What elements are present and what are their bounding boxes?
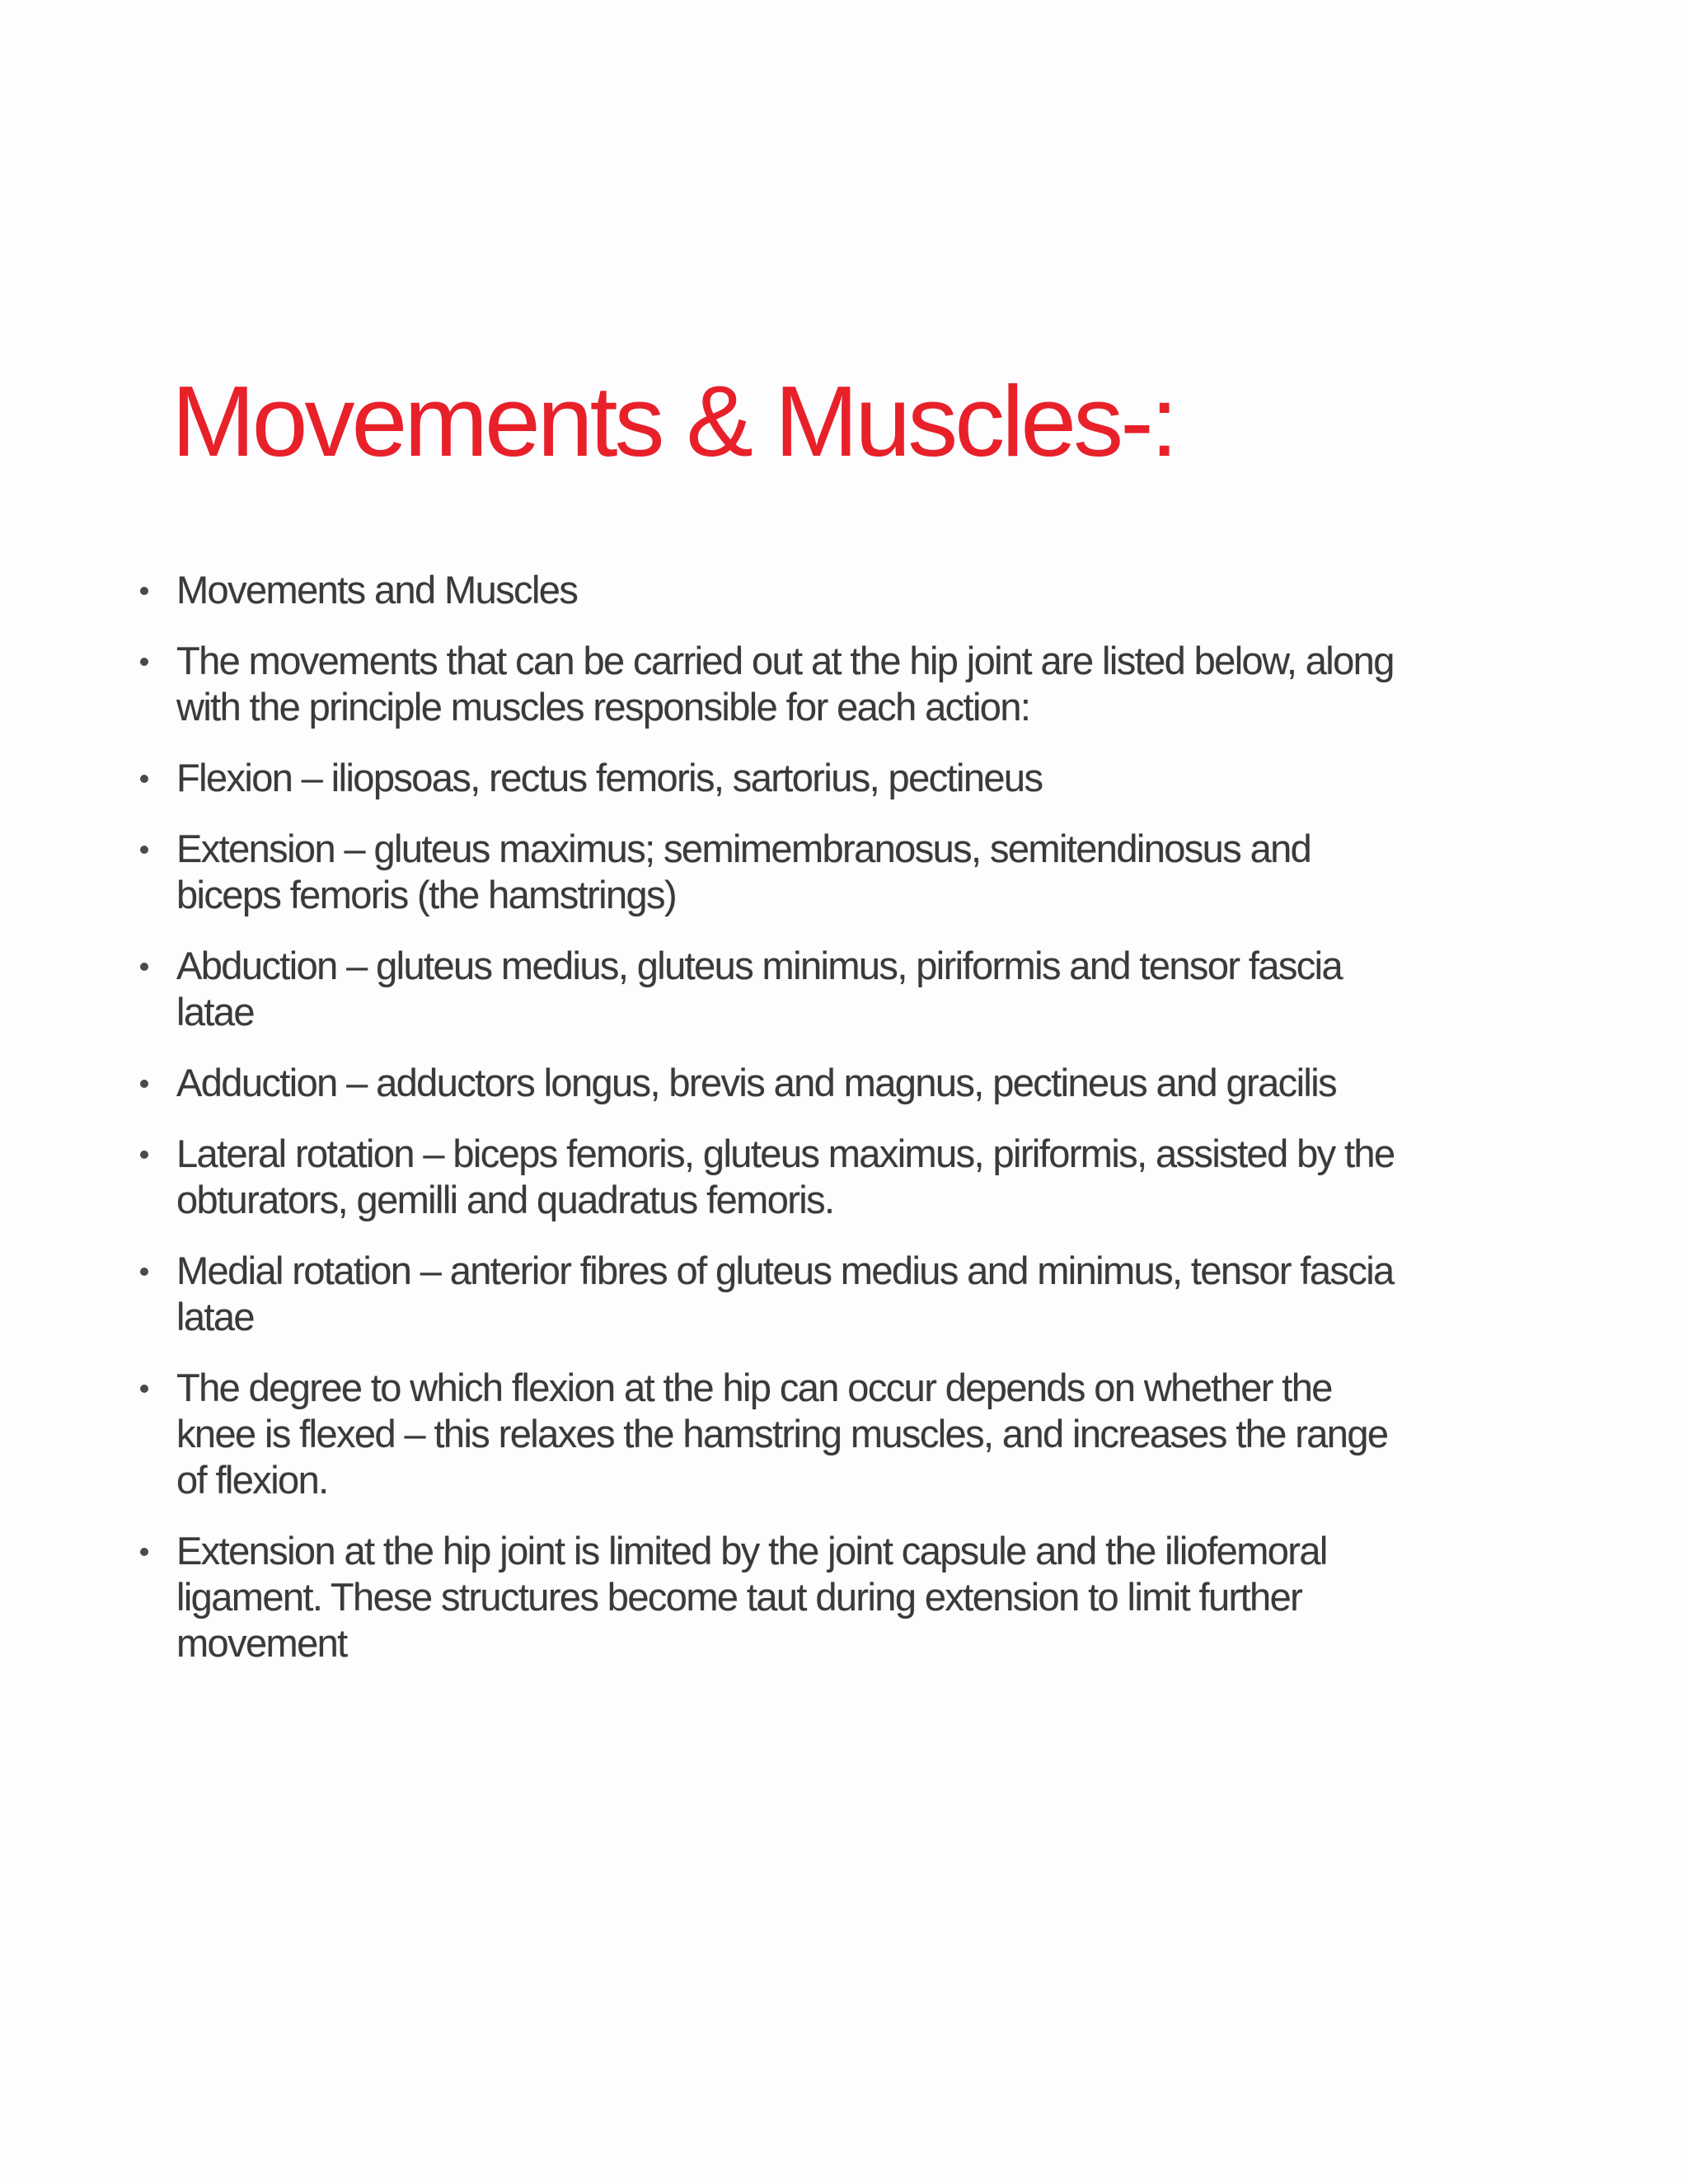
bullet-icon (140, 963, 148, 971)
list-item (140, 1365, 1388, 1503)
bullet-icon (140, 846, 148, 854)
bullet-icon (140, 1151, 148, 1159)
bullet-icon (140, 1080, 148, 1088)
bullet-text: The movements that can be carried out at the hip joint are listed below, along with the principle muscles responsible for each action: (176, 639, 1394, 729)
bullet-icon (140, 587, 148, 595)
bullet-icon (140, 1385, 148, 1393)
list-item (140, 1248, 1394, 1340)
bullet-text: The degree to which flexion at the hip can occur depends on whether the knee is flexed – this relaxes the hamstring muscles, and increases the range of flexion. (176, 1366, 1388, 1502)
bullet-text: Movements and Muscles (176, 568, 578, 612)
bullet-list (140, 567, 1395, 1691)
list-item (140, 1131, 1395, 1223)
bullet-icon (140, 658, 148, 666)
list-item (140, 567, 1376, 613)
bullet-text: Flexion – iliopsoas, rectus femoris, sartorius, pectineus (176, 756, 1043, 799)
bullet-text: Lateral rotation – biceps femoris, gluteus maximus, piriformis, assisted by the obturators, gemilli and quadratus femoris. (176, 1132, 1395, 1221)
bullet-text: Adduction – adductors longus, brevis and magnus, pectineus and gracilis (176, 1061, 1336, 1104)
list-item (140, 638, 1394, 730)
bullet-text: Extension at the hip joint is limited by the joint capsule and the iliofemoral ligament. These structures become taut during extension to limit further movement (176, 1529, 1327, 1665)
list-item (140, 826, 1376, 918)
bullet-text: Extension – gluteus maximus; semimembranosus, semitendinosus and biceps femoris (the hamstrings) (176, 827, 1311, 916)
bullet-text: Abduction – gluteus medius, gluteus minimus, piriformis and tensor fascia latae (176, 944, 1343, 1033)
bullet-icon (140, 1548, 148, 1556)
bullet-text: Medial rotation – anterior fibres of gluteus medius and minimus, tensor fascia latae (176, 1249, 1394, 1338)
slide-title: Movements & Muscles-: (171, 365, 1175, 477)
bullet-icon (140, 1268, 148, 1276)
list-item (140, 1528, 1376, 1666)
list-item (140, 755, 1376, 801)
bullet-icon (140, 775, 148, 783)
list-item (140, 1060, 1376, 1106)
list-item (140, 943, 1376, 1035)
